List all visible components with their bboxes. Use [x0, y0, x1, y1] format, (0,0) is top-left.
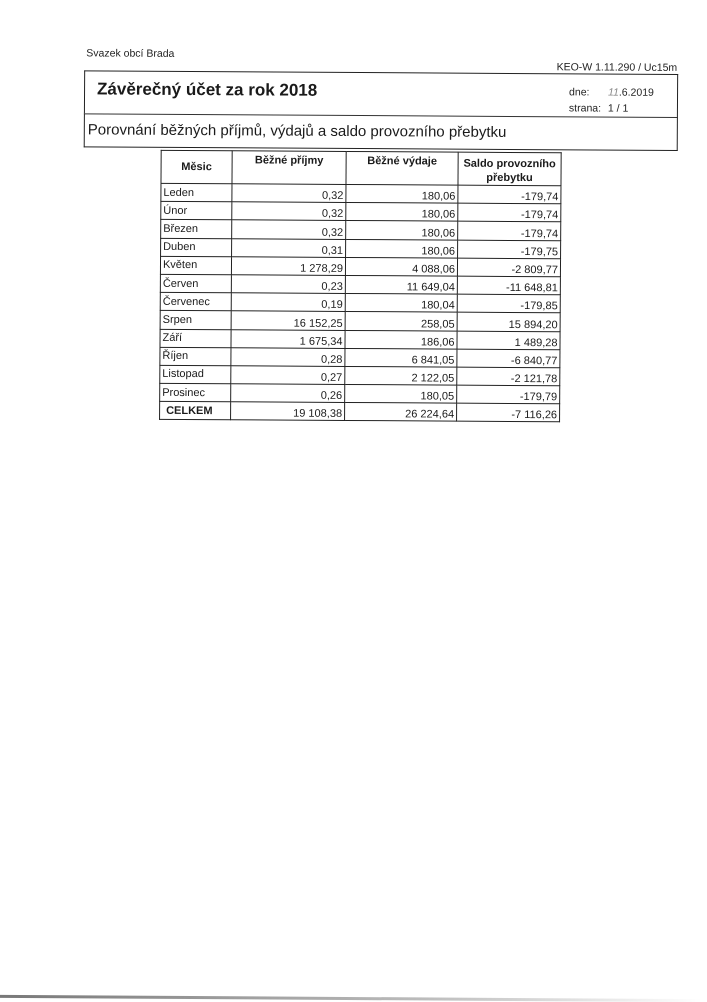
page-line [569, 100, 654, 117]
scan-edge [0, 995, 702, 1002]
month-cell: Duben [161, 238, 232, 257]
table-total-row [160, 402, 560, 423]
balance-cell: -179,79 [457, 385, 560, 404]
column-header-month: Měsic [161, 150, 232, 183]
column-header-income: Běžné příjmy [232, 151, 346, 185]
month-cell: Září [160, 329, 231, 348]
income-cell: 0,32 [232, 202, 346, 221]
expenses-cell: 180,06 [346, 203, 458, 222]
expenses-cell: 258,05 [345, 312, 457, 331]
table-row [161, 183, 561, 204]
date-printed: .6.2019 [618, 86, 654, 99]
income-cell: 16 152,25 [231, 311, 345, 330]
table-row [160, 274, 560, 295]
balance-cell: -179,75 [458, 240, 561, 259]
balance-cell: 1 489,28 [457, 331, 560, 350]
expenses-cell: 2 122,05 [345, 366, 457, 385]
expenses-cell: 180,06 [346, 221, 458, 240]
page-label: strana: [568, 102, 602, 115]
balance-cell: -2 809,77 [457, 258, 560, 277]
balance-cell: -179,74 [458, 203, 561, 222]
document-title: Závěrečný účet za rok 2018 [97, 79, 318, 100]
date-handwritten: 11 [607, 86, 619, 99]
month-cell: Květen [160, 256, 231, 275]
balance-cell: -7 116,26 [457, 403, 560, 422]
income-cell: 0,28 [231, 347, 345, 366]
expenses-cell: 6 841,05 [345, 348, 457, 367]
income-cell: 0,26 [231, 384, 345, 403]
organization-name: Svazek obcí Brada [86, 47, 175, 60]
expenses-cell: 11 649,04 [345, 275, 457, 294]
expenses-cell: 186,06 [345, 330, 457, 349]
income-cell: 19 108,38 [231, 402, 345, 421]
balance-cell: 15 894,20 [457, 312, 560, 331]
document-meta [569, 84, 654, 117]
month-cell: Leden [161, 183, 232, 202]
balance-cell: -11 648,81 [457, 276, 560, 295]
balance-cell: -179,74 [458, 222, 561, 241]
income-cell: 0,23 [231, 275, 345, 294]
income-cell: 1 675,34 [231, 329, 345, 348]
income-cell: 0,32 [232, 220, 346, 239]
expenses-cell: 180,05 [345, 385, 457, 404]
month-cell: Červenec [160, 292, 231, 311]
table-row [160, 347, 560, 368]
expenses-cell: 4 088,06 [345, 257, 457, 276]
income-cell: 0,32 [232, 184, 346, 203]
table-row [160, 256, 560, 277]
subtitle-box [84, 113, 678, 151]
table-row [160, 329, 560, 350]
table-row [160, 292, 560, 313]
column-header-balance: Saldo provozního přebytku [458, 152, 561, 186]
document-subtitle: Porovnání běžných příjmů, výdajů a saldo provozního přebytku [87, 121, 507, 141]
date-label: dne: [569, 86, 590, 99]
expenses-cell: 26 224,64 [345, 403, 457, 422]
income-cell: 0,31 [232, 238, 346, 257]
month-cell: Prosinec [160, 383, 231, 402]
table-row [161, 238, 561, 259]
table-header-row [161, 150, 561, 185]
table-row [160, 311, 560, 332]
expenses-cell: 180,06 [346, 239, 458, 258]
form-code: KEO-W 1.11.290 / Uc15m [556, 61, 678, 74]
month-cell: Březen [161, 220, 232, 239]
expenses-cell: 180,06 [346, 184, 458, 203]
expenses-cell: 180,04 [345, 294, 457, 313]
title-box [84, 70, 678, 117]
month-cell: Únor [161, 202, 232, 221]
income-cell: 0,19 [231, 293, 345, 312]
month-cell: Srpen [160, 311, 231, 330]
month-cell: Říjen [160, 347, 231, 366]
month-cell: Listopad [160, 365, 231, 384]
balance-cell: -179,85 [457, 294, 560, 313]
comparison-table [159, 150, 562, 423]
balance-cell: -2 121,78 [457, 367, 560, 386]
income-cell: 0,27 [231, 366, 345, 385]
month-cell: Červen [160, 274, 231, 293]
table-row [160, 365, 560, 386]
balance-cell: -179,74 [458, 185, 561, 204]
balance-cell: -6 840,77 [457, 349, 560, 368]
page-value: 1 / 1 [607, 102, 629, 115]
income-cell: 1 278,29 [231, 257, 345, 276]
table-row [160, 383, 560, 404]
table-row [161, 202, 561, 223]
date-line [569, 84, 654, 101]
column-header-expenses: Běžné výdaje [346, 151, 458, 185]
table-row [161, 220, 561, 241]
month-cell: CELKEM [160, 402, 231, 421]
